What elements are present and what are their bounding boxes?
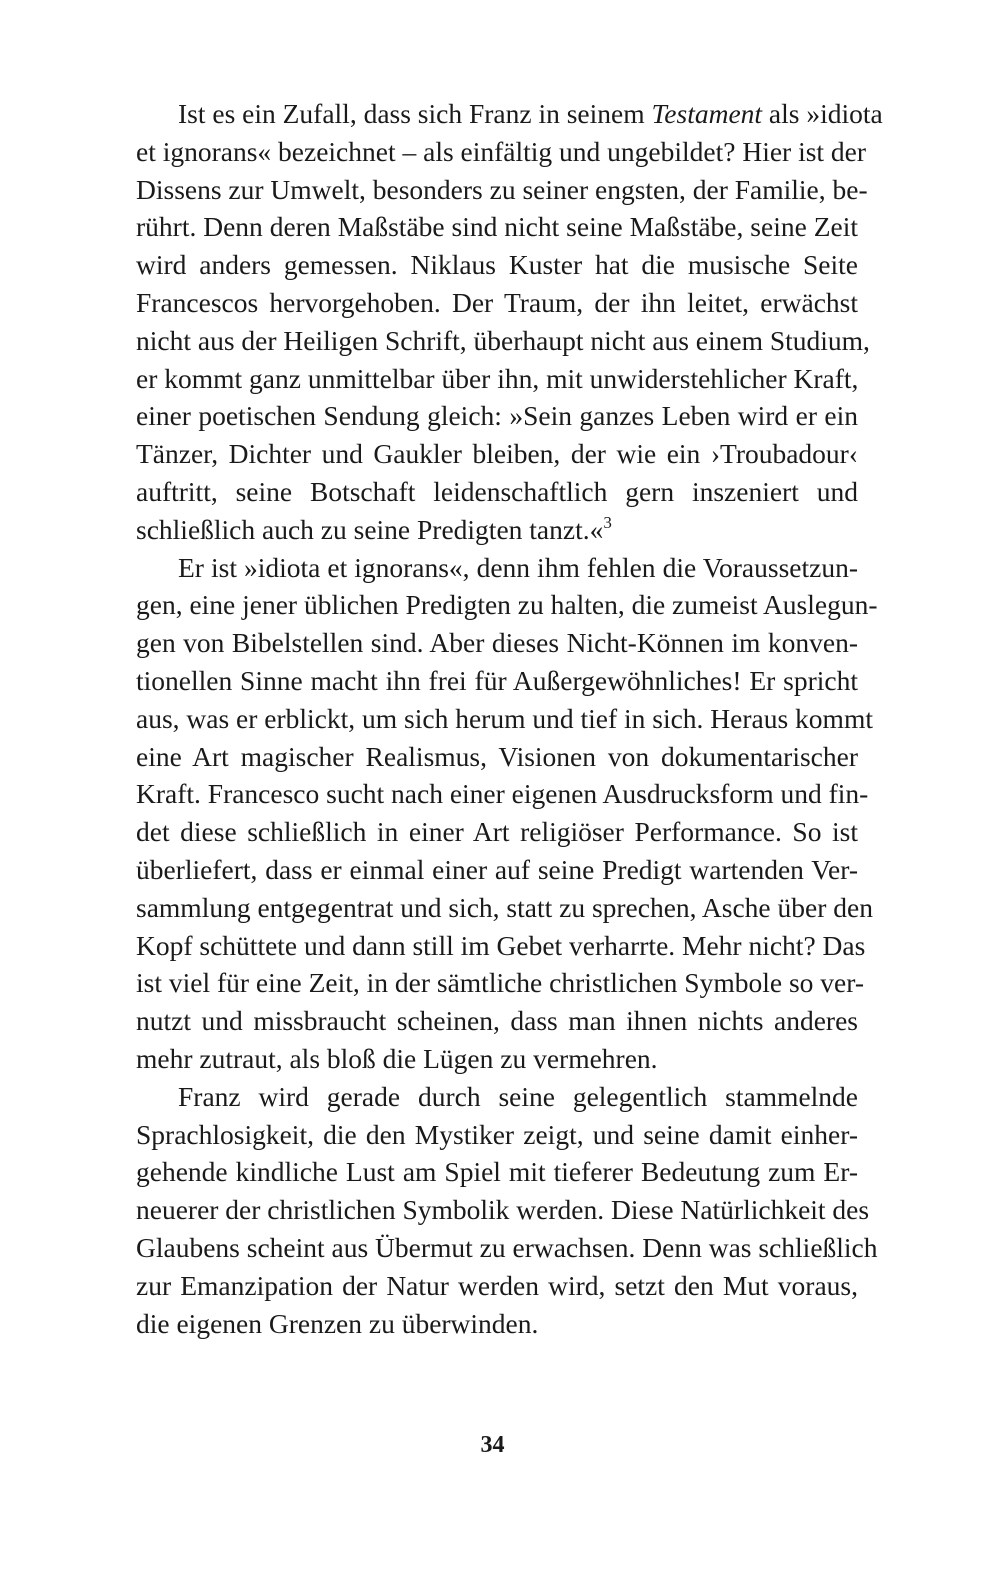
text-line: schließlich auch zu seine Predigten tanzt.«$^3$ <box>136 512 612 545</box>
footnote-marker: 3 <box>603 512 612 532</box>
text-line: die eigenen Grenzen zu überwinden. <box>136 1307 539 1339</box>
text-line: einer poetischen Sendung gleich: »Sein ganzes Leben wird er ein <box>136 400 858 432</box>
text-line: nutzt und missbraucht scheinen, dass man ihnen nichts anderes <box>136 1005 858 1037</box>
text-line: neuerer der christlichen Symbolik werden. Diese Natürlichkeit des <box>136 1194 870 1226</box>
text-line: Franz wird gerade durch seine gelegentlich stammelnde <box>178 1080 858 1112</box>
text-line: Tänzer, Dichter und Gaukler bleiben, der wie ein ›Troubadour‹ <box>136 438 858 470</box>
paragraph-1 <box>136 95 883 549</box>
text-line: Sprachlosigkeit, die den Mystiker zeigt, und seine damit einher- <box>136 1118 858 1150</box>
text-line: et ignorans« bezeichnet – als einfältig und ungebildet? Hier ist der <box>136 135 867 167</box>
text-line: aus, was er erblickt, um sich herum und tief in sich. Heraus kommt <box>136 702 873 734</box>
text-line: zur Emanzipation der Natur werden wird, setzt den Mut voraus, <box>136 1269 858 1301</box>
text-line: Ist es ein Zufall, dass sich Franz in seinem Testament als »idiota <box>178 98 883 129</box>
text-line: überliefert, dass er einmal einer auf seine Predigt wartenden Ver- <box>136 853 858 885</box>
text-line: auftritt, seine Botschaft leidenschaftlich gern inszeniert und <box>136 475 858 507</box>
text-line: sammlung entgegentrat und sich, statt zu sprechen, Asche über den <box>136 891 873 923</box>
text-line: gehende kindliche Lust am Spiel mit tieferer Bedeutung zum Er- <box>136 1156 858 1188</box>
text-line: Kraft. Francesco sucht nach einer eigenen Ausdrucksform und fin- <box>136 778 869 810</box>
paragraph-2 <box>136 549 878 1078</box>
text-line: gen, eine jener üblichen Predigten zu halten, die zumeist Auslegun- <box>136 589 878 621</box>
text-line: Kopf schüttete und dann still im Gebet verharrte. Mehr nicht? Das <box>136 929 866 961</box>
text-line: wird anders gemessen. Niklaus Kuster hat die musische Seite <box>136 249 858 281</box>
text-line: eine Art magischer Realismus, Visionen von dokumentarischer <box>136 740 858 772</box>
text-line: ist viel für eine Zeit, in der sämtliche christlichen Symbole so ver- <box>136 967 864 999</box>
book-title-italic: Testament <box>651 98 763 129</box>
text-line: Dissens zur Umwelt, besonders zu seiner engsten, der Familie, be- <box>136 173 868 205</box>
text-line: er kommt ganz unmittelbar über ihn, mit unwiderstehlicher Kraft, <box>136 362 859 394</box>
text-line: det diese schließlich in einer Art religiöser Performance. So ist <box>136 816 858 848</box>
text-line: tionellen Sinne macht ihn frei für Außergewöhnliches! Er spricht <box>136 664 858 696</box>
body-text <box>136 95 883 1342</box>
text-line: gen von Bibelstellen sind. Aber dieses Nicht-Können im konven- <box>136 627 858 659</box>
text-line: Glaubens scheint aus Übermut zu erwachsen. Denn was schließlich <box>136 1231 878 1263</box>
paragraph-3 <box>136 1078 878 1343</box>
text-line: nicht aus der Heiligen Schrift, überhaupt nicht aus einem Studium, <box>136 324 870 356</box>
text-line: mehr zutraut, als bloß die Lügen zu vermehren. <box>136 1042 658 1074</box>
page-number: 34 <box>480 1432 505 1458</box>
text-line: rührt. Denn deren Maßstäbe sind nicht seine Maßstäbe, seine Zeit <box>136 211 858 243</box>
text-line: Francescos hervorgehoben. Der Traum, der ihn leitet, erwächst <box>136 286 858 318</box>
text-line: Er ist »idiota et ignorans«, denn ihm fehlen die Voraussetzun- <box>178 551 858 583</box>
